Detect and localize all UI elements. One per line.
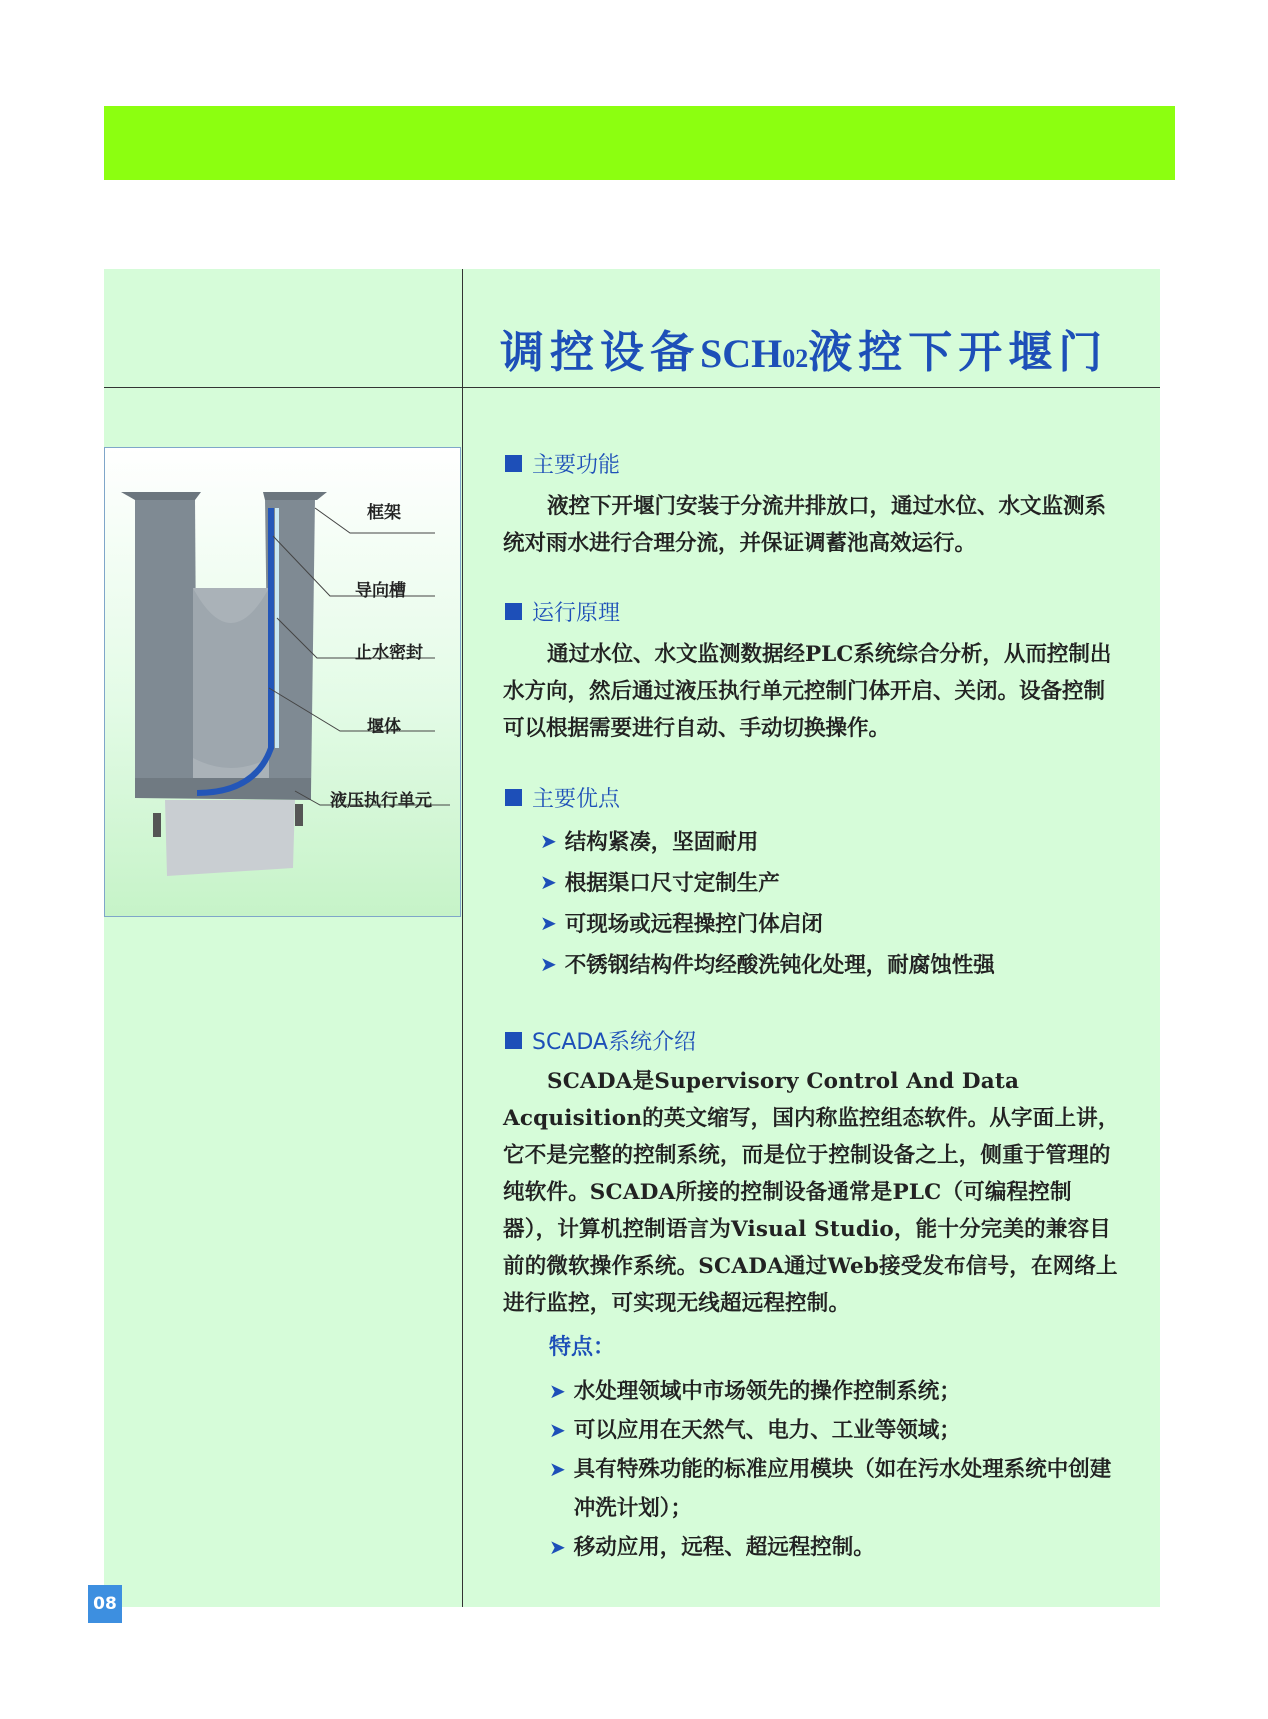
column-divider: [462, 269, 463, 1607]
arrow-bullet-icon: ➤: [549, 1457, 566, 1481]
title-prefix: 调控设备: [500, 327, 700, 378]
scada-paragraph: SCADA是Supervisory Control And Data Acquisition的英文缩写，国内称监控组态软件。从字面上讲，它不是完整的控制系统，而是位于控制设备之上，侧重于管理的纯软件。SCADA所接的控制设备通常是PLC（可编程控制器），计算机控制语言为Visual Studio，能十分完美的兼容目前的微软操作系统。SCADA通过Web接受发布信号，在网络上进行监控，可实现无线超远程控制。: [503, 1069, 1120, 1316]
list-item: ➤ 移动应用，远程、超远程控制。: [549, 1528, 1129, 1567]
label-frame: 框架: [367, 503, 401, 523]
page-number: 08: [88, 1585, 122, 1623]
title-model-number: 02: [782, 344, 809, 373]
section-heading-advantages: 主要优点: [505, 782, 620, 813]
features-title: 特点：: [549, 1334, 616, 1360]
header-green-bar: [104, 106, 1175, 180]
function-paragraph: 液控下开堰门安装于分流井排放口，通过水位、水文监测系统对雨水进行合理分流，并保证调蓄池高效运行。: [503, 494, 1107, 556]
weir-gate-illustration: [105, 448, 462, 918]
label-water-seal: 止水密封: [355, 643, 423, 663]
arrow-bullet-icon: ➤: [549, 1379, 566, 1403]
title-suffix: 液控下开堰门: [808, 327, 1109, 378]
list-item: ➤ 结构紧凑，坚固耐用: [540, 828, 759, 855]
list-item: ➤ 可现场或远程操控门体启闭: [540, 910, 823, 937]
label-hydraulic-unit: 液压执行单元: [330, 791, 432, 811]
section-heading-principle: 运行原理: [505, 596, 620, 627]
list-item: ➤ 根据渠口尺寸定制生产: [540, 869, 780, 896]
title-model: SCH: [700, 331, 783, 376]
label-guide-groove: 导向槽: [355, 581, 406, 601]
square-bullet-icon: [505, 455, 522, 472]
label-weir-body: 堰体: [367, 717, 401, 737]
arrow-bullet-icon: ➤: [540, 951, 557, 976]
arrow-bullet-icon: ➤: [549, 1418, 566, 1442]
section-heading-scada: SCADA系统介绍: [505, 1025, 696, 1056]
arrow-bullet-icon: ➤: [549, 1535, 566, 1559]
section-heading-function: 主要功能: [505, 448, 620, 479]
arrow-bullet-icon: ➤: [540, 828, 557, 853]
square-bullet-icon: [505, 603, 522, 620]
arrow-bullet-icon: ➤: [540, 869, 557, 894]
features-list: [549, 1372, 1129, 1567]
advantages-list: [540, 820, 995, 984]
arrow-bullet-icon: ➤: [540, 910, 557, 935]
page-title: [500, 325, 1120, 381]
product-figure: [104, 447, 461, 917]
square-bullet-icon: [505, 789, 522, 806]
list-item: ➤ 具有特殊功能的标准应用模块（如在污水处理系统中创建冲洗计划）；: [549, 1450, 1129, 1528]
list-item: ➤ 可以应用在天然气、电力、工业等领域；: [549, 1411, 1129, 1450]
list-item: ➤ 不锈钢结构件均经酸洗钝化处理，耐腐蚀性强: [540, 951, 995, 978]
list-item: ➤ 水处理领域中市场领先的操作控制系统；: [549, 1372, 1129, 1411]
square-bullet-icon: [505, 1032, 522, 1049]
principle-paragraph: 通过水位、水文监测数据经PLC系统综合分析，从而控制出水方向，然后通过液压执行单元控制门体开启、关闭。设备控制可以根据需要进行自动、手动切换操作。: [503, 642, 1112, 741]
title-rule: [104, 387, 1160, 388]
